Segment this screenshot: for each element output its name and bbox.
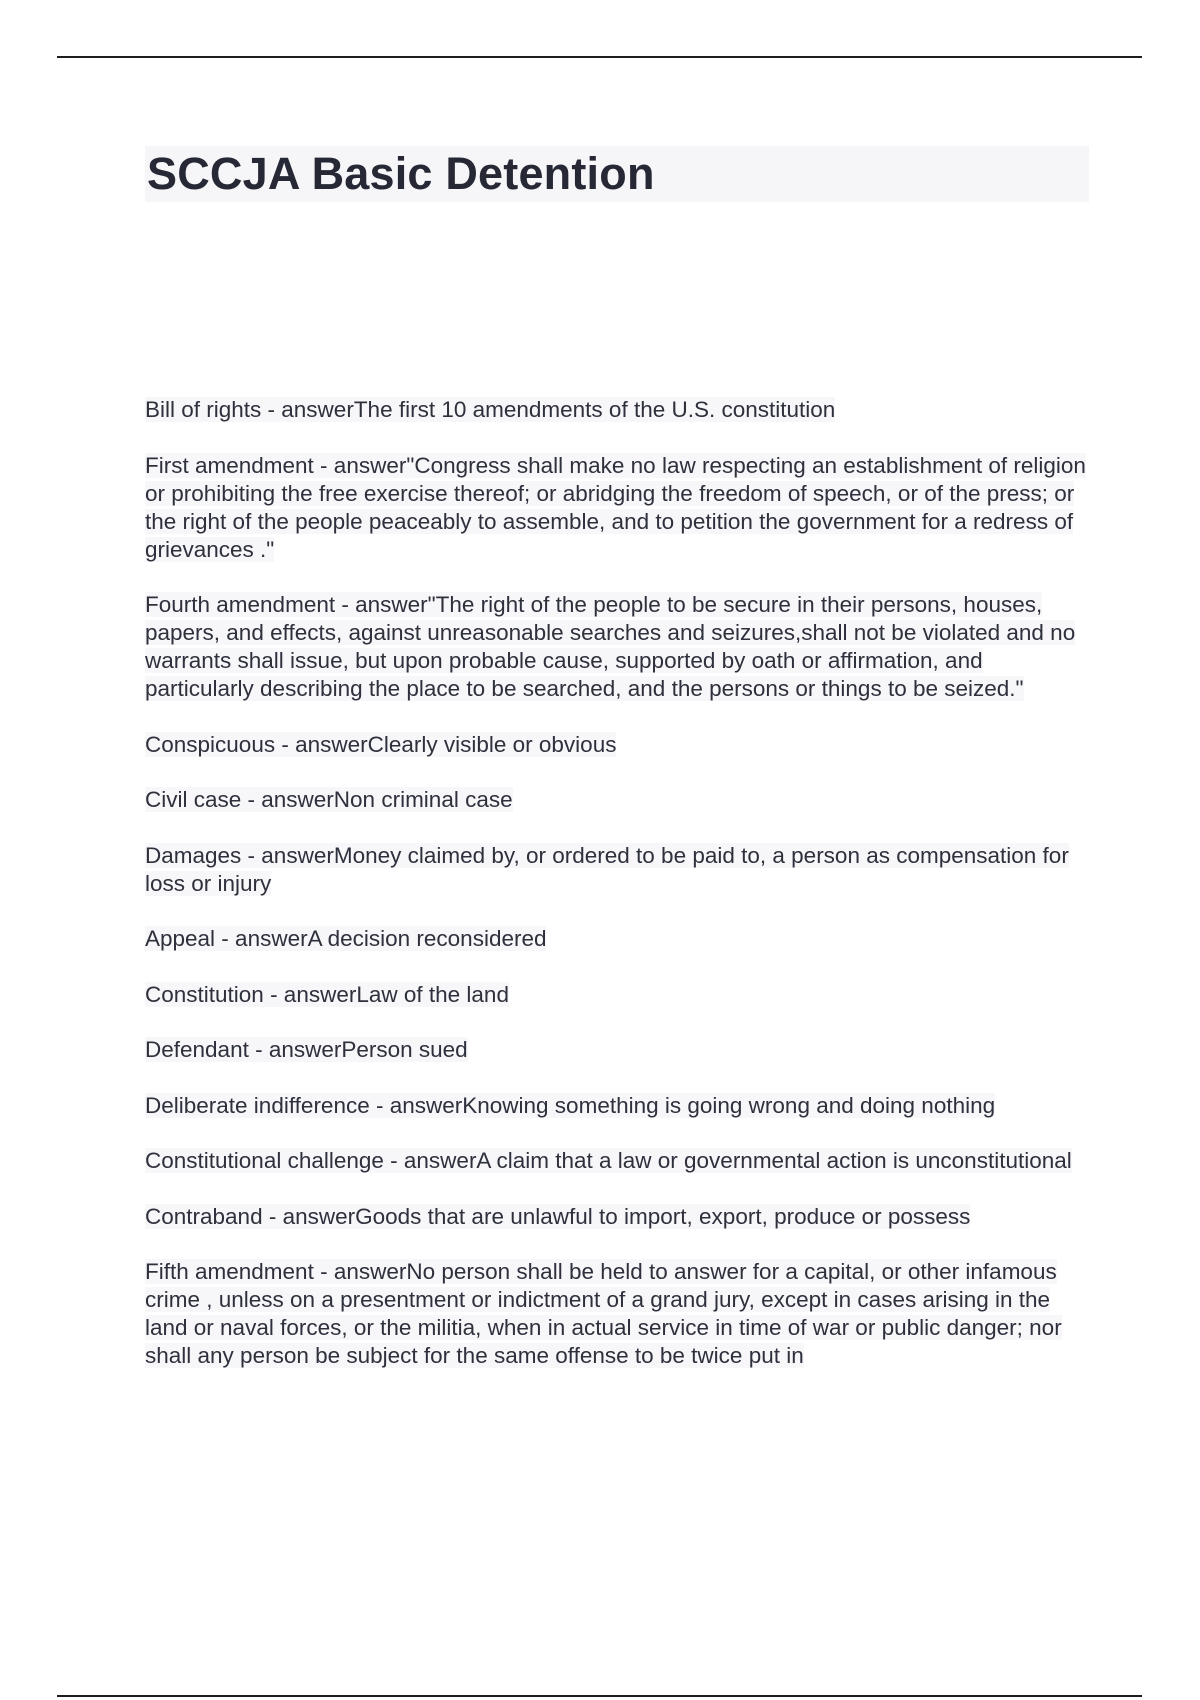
document-title: SCCJA Basic Detention (145, 146, 1089, 202)
flashcard-entry (145, 591, 1090, 703)
flashcard-entry (145, 731, 1090, 759)
flashcard-text: First amendment - answer"Congress shall make no law respecting an establishment of religion or prohibiting the free exercise thereof; or abridging the freedom of speech, or of the press; or the right of the people peaceably to assemble, and to petition the government for a redress of grievances ." (145, 452, 1086, 562)
flashcard-entry (145, 1036, 1090, 1064)
flashcard-text: Constitution - answerLaw of the land (145, 981, 509, 1007)
flashcard-text: Defendant - answerPerson sued (145, 1037, 468, 1062)
flashcard-text: Damages - answerMoney claimed by, or ordered to be paid to, a person as compensation for loss or injury (145, 842, 1069, 896)
flashcard-text: Contraband - answerGoods that are unlawful to import, export, produce or possess (145, 1203, 971, 1229)
flashcard-text: Bill of rights - answerThe first 10 amendments of the U.S. constitution (145, 397, 836, 422)
flashcard-entry (145, 1092, 1090, 1120)
flashcard-text: Conspicuous - answerClearly visible or obvious (145, 731, 617, 757)
header-rule (57, 56, 1142, 58)
flashcard-entry (145, 396, 1090, 424)
flashcard-entry (145, 1203, 1090, 1231)
flashcard-entry (145, 925, 1090, 953)
flashcard-entry (145, 981, 1090, 1009)
flashcard-entry (145, 786, 1090, 814)
flashcard-entry (145, 452, 1090, 564)
flashcard-text: Civil case - answerNon criminal case (145, 787, 513, 812)
flashcard-text: Deliberate indifference - answerKnowing something is going wrong and doing nothing (145, 1092, 996, 1118)
flashcard-text: Constitutional challenge - answerA claim that a law or governmental action is unconstitutional (145, 1148, 1072, 1173)
flashcard-text: Appeal - answerA decision reconsidered (145, 926, 547, 951)
flashcard-text: Fifth amendment - answerNo person shall be held to answer for a capital, or other infamous crime , unless on a presentment or indictment of a grand jury, except in cases arising in the land or naval forces, or the militia, when in actual service in time of war or public danger; nor shall any person be subject for the same offense to be twice put in (145, 1259, 1062, 1368)
footer-rule (57, 1695, 1142, 1697)
flashcard-list (145, 396, 1105, 1398)
flashcard-entry (145, 842, 1090, 898)
flashcard-text: Fourth amendment - answer"The right of the people to be secure in their persons, houses, papers, and effects, against unreasonable searches and seizures,shall not be violated and no warrants shall issue, but upon probable cause, supported by oath or affirmation, and particularly describing the place to be searched, and the persons or things to be seized." (145, 592, 1076, 701)
flashcard-entry (145, 1258, 1090, 1370)
flashcard-entry (145, 1147, 1090, 1175)
